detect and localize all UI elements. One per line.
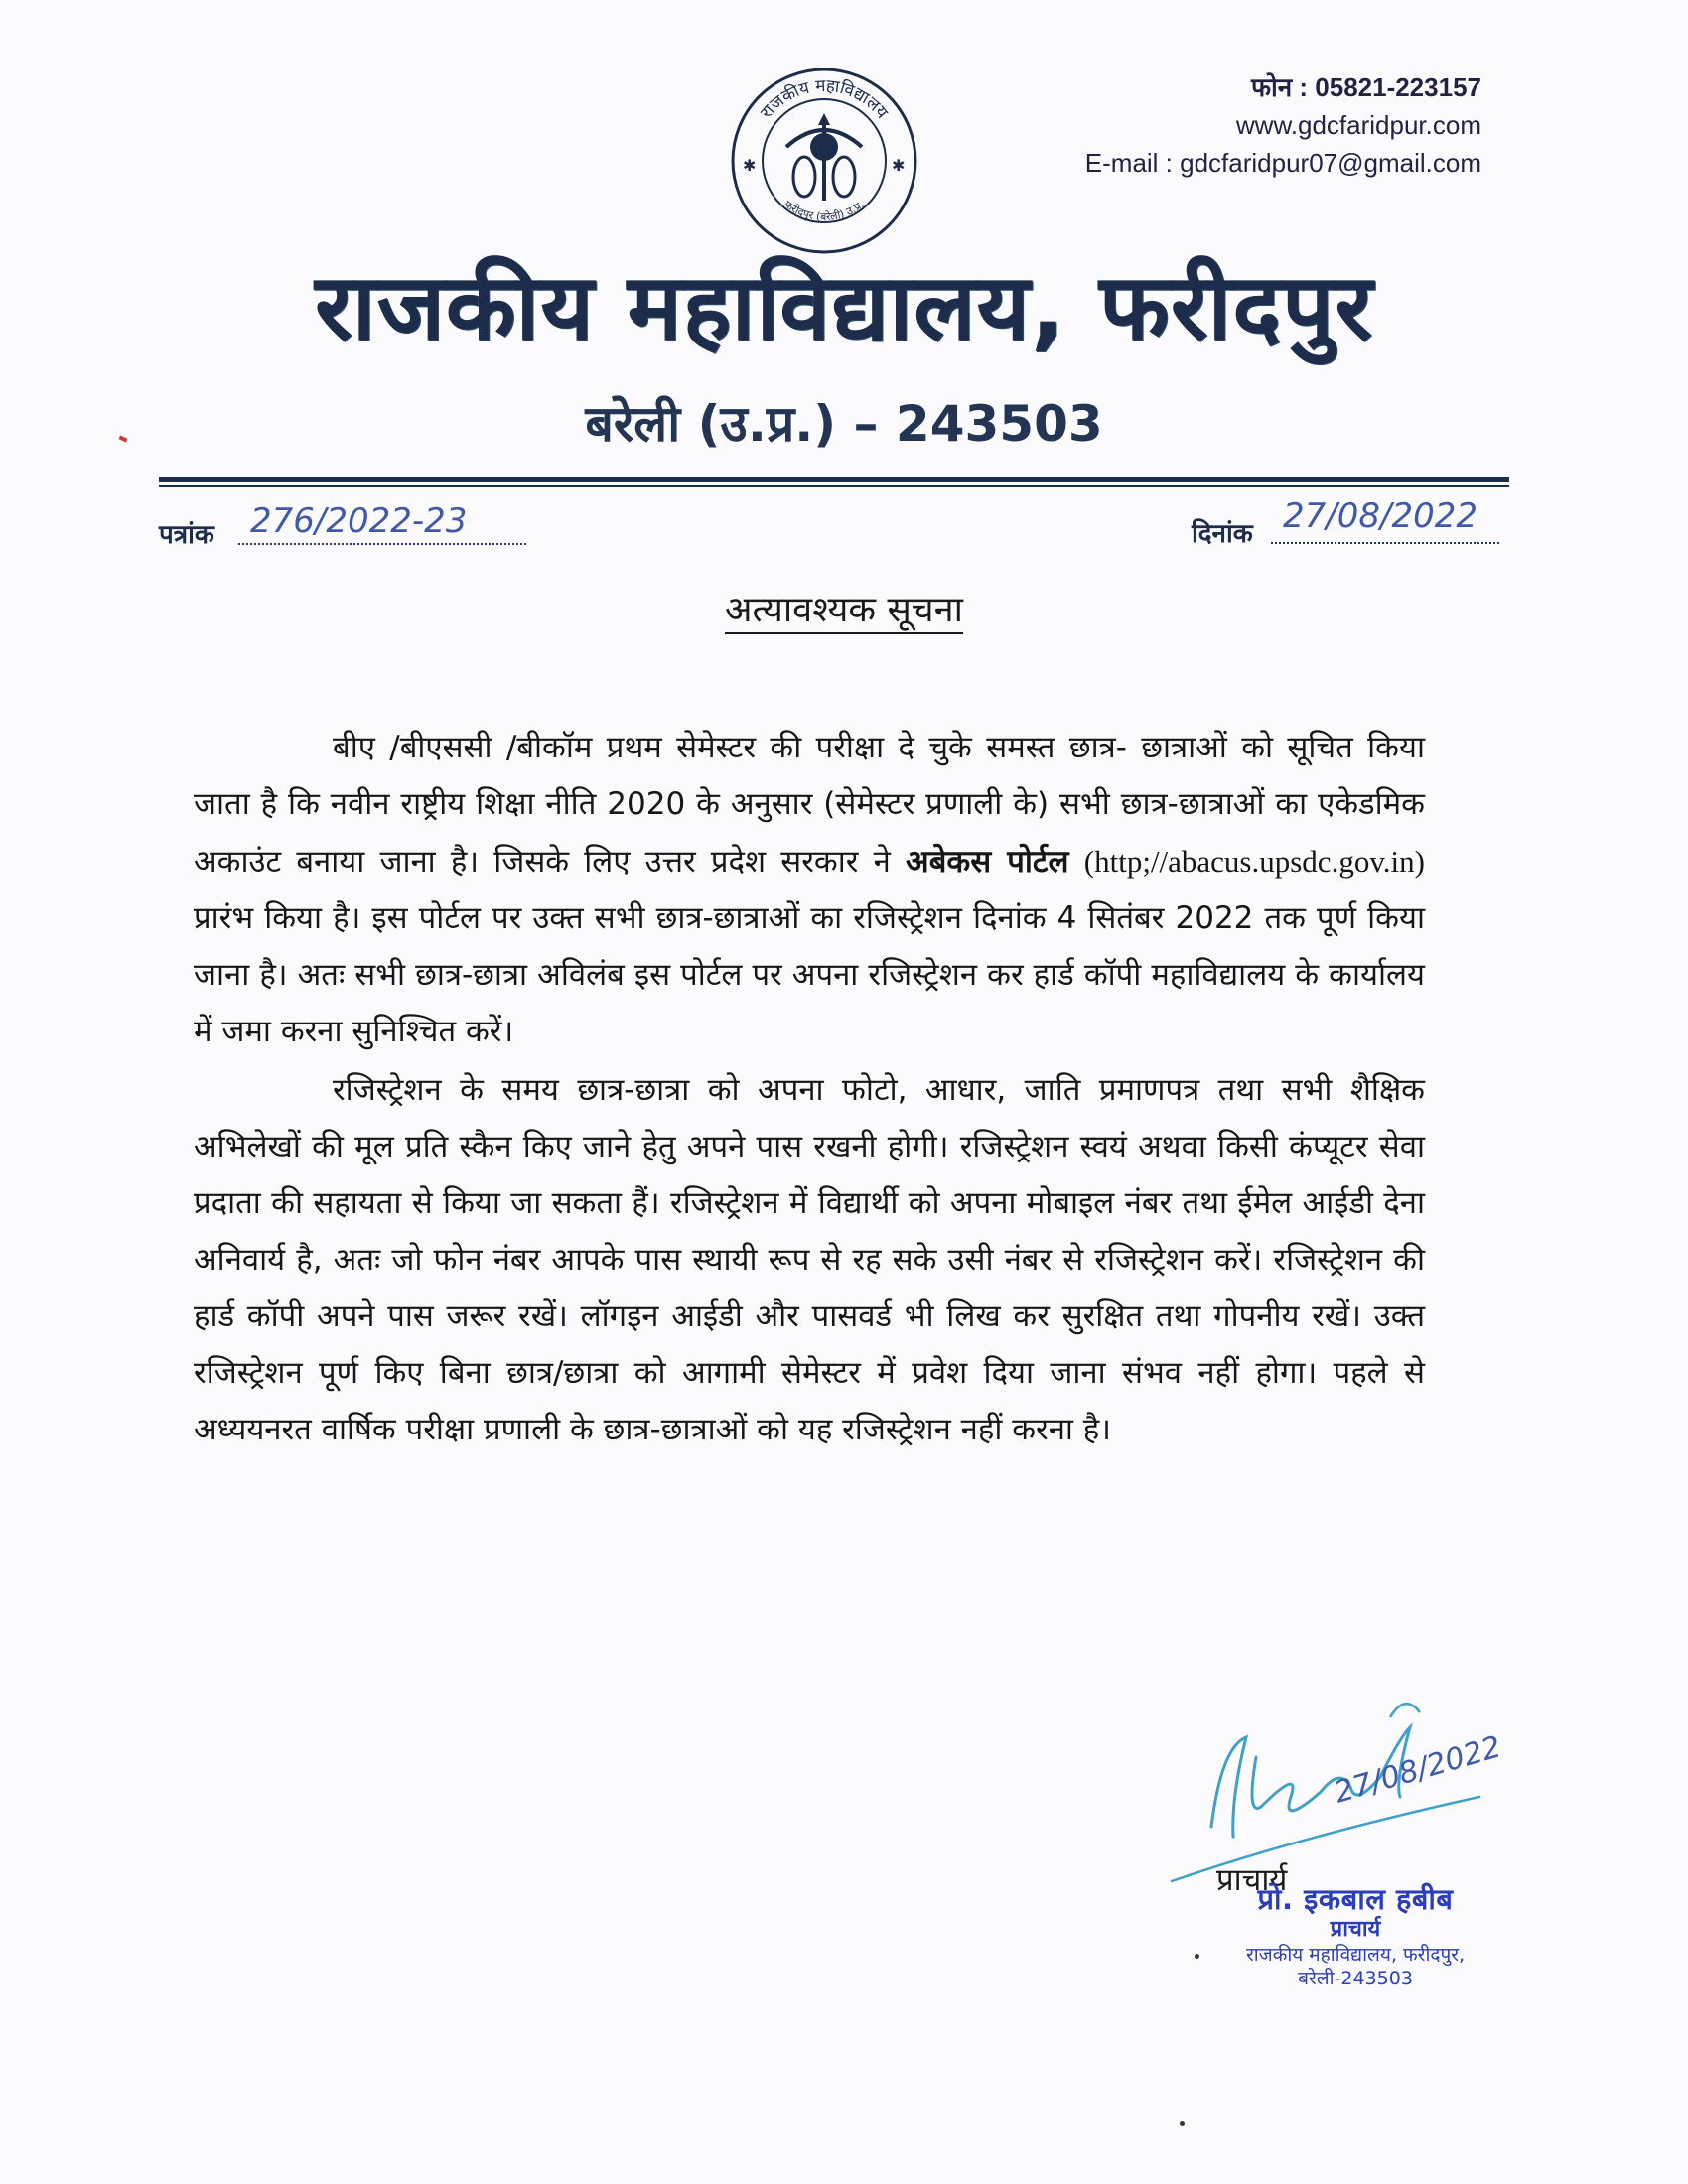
college-address: बरेली (उ.प्र.) – 243503	[585, 395, 1103, 453]
ink-speck	[1195, 1954, 1199, 1959]
paragraph-1-rest: प्रारंभ किया है। इस पोर्टल पर उक्त सभी छात्र-छात्राओं का रजिस्ट्रेशन दिनांक 4 सितंबर 2022 तक पूर्ण किया जाना है। अतः सभी छात्र-छात्रा अविलंब इस पोर्टल पर अपना रजिस्ट्रेशन कर हार्ड कॉपी महाविद्यालय के कार्यालय में जमा करना सुनिश्चित करें।	[194, 900, 1425, 1049]
stamp-name: प्रो. इकबाल हबीब	[1257, 1882, 1454, 1916]
date-field	[1192, 496, 1529, 551]
stamp-college: राजकीय महाविद्यालय, फरीदपुर,	[1245, 1944, 1466, 1966]
reference-number: 276/2022-23	[250, 501, 468, 541]
svg-text:फरीदपुर (बरेली) उ.प्र.	[781, 198, 866, 223]
seal-text-bottom: फरीदपुर (बरेली) उ.प्र.	[781, 198, 867, 224]
portal-name: अबेकस पोर्टल	[906, 844, 1069, 880]
paragraph-2: रजिस्ट्रेशन के समय छात्र-छात्रा को अपना फोटो, आधार, जाति प्रमाणपत्र तथा सभी शैक्षिक अभिलेखों की मूल प्रति स्कैन किए जाने हेतु अपने पास रखनी होगी। रजिस्ट्रेशन स्वयं अथवा किसी कंप्यूटर सेवा प्रदाता की सहायता से किया जा सकता हैं। रजिस्ट्रेशन में विद्यार्थी को अपना मोबाइल नंबर तथा ईमेल आईडी देना अनिवार्य है, अतः जो फोन नंबर आपके पास स्थायी रूप से रह सके उसी नंबर से रजिस्ट्रेशन करें। रजिस्ट्रेशन की हार्ड कॉपी अपने पास जरूर रखें। लॉगइन आईडी और पासवर्ड भी लिख कर सुरक्षित तथा गोपनीय रखें। उक्त रजिस्ट्रेशन पूर्ण किए बिना छात्र/छात्रा को आगामी सेमेस्टर में प्रवेश दिया जाना संभव नहीं होगा। पहले से अध्ययनरत वार्षिक परीक्षा प्रणाली के छात्र-छात्राओं को यह रजिस्ट्रेशन नहीं करना है।	[194, 1072, 1425, 1447]
date-label: दिनांक	[1192, 519, 1253, 549]
stamp-title: प्राचार्य	[1330, 1917, 1381, 1942]
portal-url[interactable]: (http;//abacus.upsdc.gov.in)	[1083, 844, 1425, 879]
paragraph-1	[194, 720, 1425, 1060]
svg-text:✱: ✱	[892, 156, 906, 175]
college-name: राजकीय महाविद्यालय, फरीदपुर	[315, 254, 1373, 360]
header-divider	[159, 477, 1509, 482]
notice-body	[194, 720, 1425, 1458]
designation-label: प्राचार्य	[1216, 1862, 1288, 1898]
ink-speck	[1180, 2121, 1185, 2126]
email-address[interactable]: E-mail : gdcfaridpur07@gmail.com	[1084, 148, 1481, 178]
website-link[interactable]: www.gdcfaridpur.com	[1235, 110, 1481, 140]
header-divider-thin	[159, 485, 1509, 487]
principal-stamp	[1172, 1881, 1539, 1990]
stamp-city: बरेली-243503	[1298, 1968, 1413, 1989]
phone-number: फोन : 05821-223157	[1250, 72, 1481, 102]
emblem-seal-icon	[725, 62, 923, 260]
college-seal	[725, 62, 923, 260]
notice-heading	[0, 586, 1688, 635]
date-dotted-line	[1271, 542, 1499, 544]
notice-heading-text: अत्यावश्यक सूचना	[725, 590, 963, 634]
signature-date: 27/08/2022	[1331, 1729, 1505, 1811]
reference-number-field	[159, 501, 556, 551]
date-value: 27/08/2022	[1283, 496, 1477, 536]
reference-dotted-line	[238, 543, 526, 545]
seal-text-top: राजकीय महाविद्यालय	[757, 75, 892, 123]
paragraph-1-intro: बीए /बीएससी /बीकॉम प्रथम सेमेस्टर की परीक्षा दे चुके समस्त छात्र- छात्राओं को सूचित किया जाता है कि नवीन राष्ट्रीय शिक्षा नीति 2020 के अनुसार (सेमेस्टर प्रणाली के) सभी छात्र-छात्राओं का एकेडमिक अकाउंट बनाया जाना है। जिसके लिए उत्तर प्रदेश सरकार ने	[194, 730, 1425, 880]
reference-label: पत्रांक	[159, 520, 214, 550]
svg-text:✱: ✱	[743, 156, 757, 175]
